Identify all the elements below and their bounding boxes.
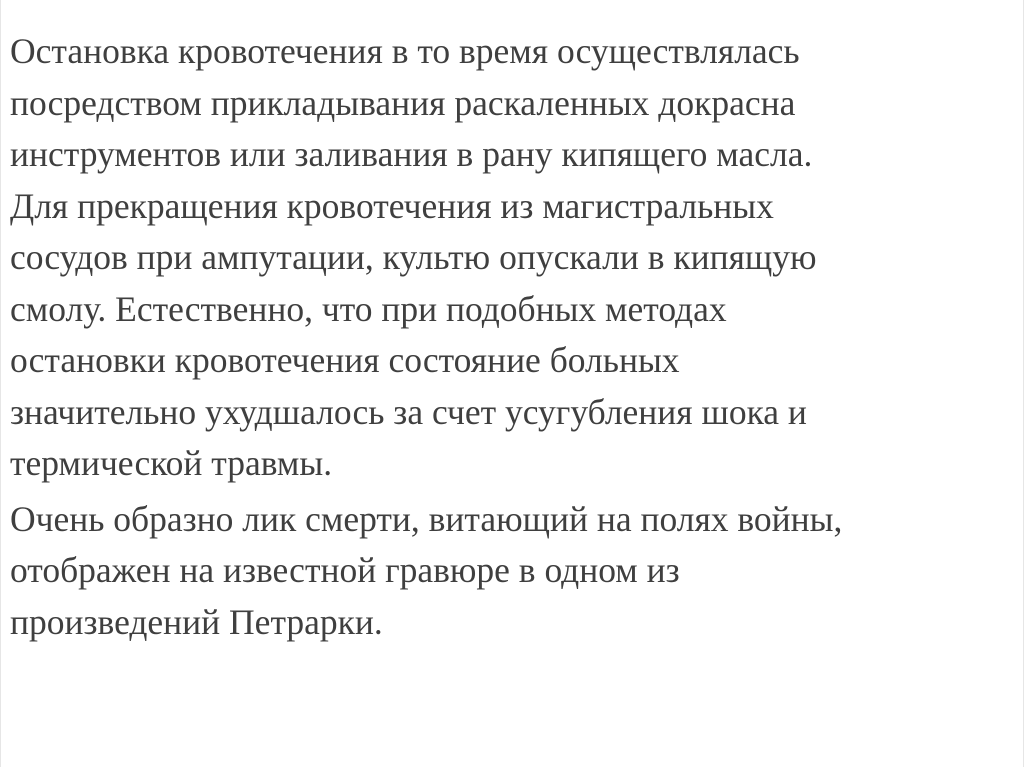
slide-text-body (10, 26, 1016, 648)
text-line: значительно ухудшалось за счет усугубления шока и (10, 391, 807, 432)
text-line: инструментов или заливания в рану кипящего масла. (10, 134, 813, 174)
text-line: произведений Петрарки. (10, 601, 383, 642)
text-line: остановки кровотечения состояние больных (10, 340, 680, 380)
text-line: Для прекращения кровотечения из магистральных (10, 185, 774, 226)
paragraph-bleeding-methods (10, 26, 1016, 490)
text-line: сосудов при ампутации, культю опускали в кипящую (10, 237, 817, 277)
text-line: смолу. Естественно, что при подобных методах (10, 288, 727, 329)
text-line: Очень образно лик смерти, витающий на полях войны, (10, 498, 843, 539)
text-line: посредством прикладывания раскаленных докрасна (10, 82, 796, 123)
text-line: термической травмы. (10, 443, 333, 483)
paragraph-petrarch-engraving (10, 494, 1016, 649)
text-line: отображен на известной гравюре в одном из (10, 550, 680, 590)
text-line: Остановка кровотечения в то время осуществлялась (10, 31, 800, 71)
